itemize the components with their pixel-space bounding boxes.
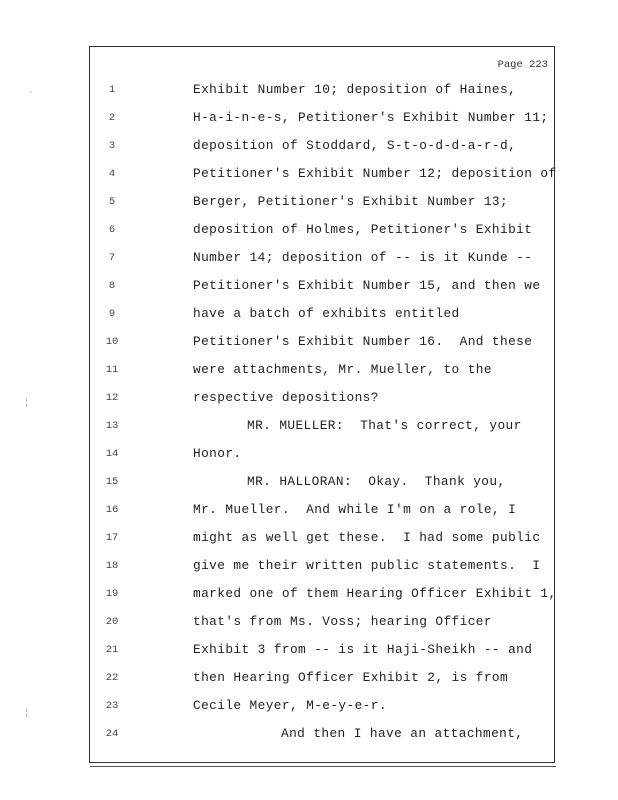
line-text: H-a-i-n-e-s, Petitioner's Exhibit Number 11; bbox=[193, 110, 549, 125]
line-number: 18 bbox=[105, 560, 119, 572]
line-number: 5 bbox=[108, 196, 116, 208]
transcript-line bbox=[90, 388, 554, 408]
line-number: 6 bbox=[108, 224, 116, 236]
line-number: 12 bbox=[105, 392, 119, 404]
transcript-line bbox=[90, 248, 554, 268]
line-text: Petitioner's Exhibit Number 12; deposition of bbox=[193, 166, 557, 181]
line-text: Petitioner's Exhibit Number 15, and then we bbox=[193, 278, 541, 293]
line-number: 9 bbox=[108, 308, 116, 320]
line-text: might as well get these. I had some public bbox=[193, 530, 541, 545]
line-number: 16 bbox=[105, 504, 119, 516]
line-text: Berger, Petitioner's Exhibit Number 13; bbox=[193, 194, 509, 209]
transcript-line bbox=[90, 444, 554, 464]
transcript-line bbox=[90, 108, 554, 128]
line-text: And then I have an attachment, bbox=[281, 726, 524, 741]
line-text: Cecile Meyer, M-e-y-e-r. bbox=[193, 698, 387, 713]
line-number: 3 bbox=[108, 140, 116, 152]
line-text: marked one of them Hearing Officer Exhibit 1, bbox=[193, 586, 557, 601]
transcript-line bbox=[90, 724, 554, 744]
line-number: 4 bbox=[108, 168, 116, 180]
line-text: Honor. bbox=[193, 446, 242, 461]
line-text: Mr. Mueller. And while I'm on a role, I bbox=[193, 502, 517, 517]
line-text: were attachments, Mr. Mueller, to the bbox=[193, 362, 492, 377]
line-text: that's from Ms. Voss; hearing Officer bbox=[193, 614, 492, 629]
transcript-line bbox=[90, 360, 554, 380]
line-number: 22 bbox=[105, 672, 119, 684]
line-number: 8 bbox=[108, 280, 116, 292]
transcript-line bbox=[90, 612, 554, 632]
line-text: respective depositions? bbox=[193, 390, 379, 405]
line-number: 14 bbox=[105, 448, 119, 460]
line-number: 19 bbox=[105, 588, 119, 600]
line-text: Petitioner's Exhibit Number 16. And these bbox=[193, 334, 533, 349]
transcript-line bbox=[90, 556, 554, 576]
transcript-line bbox=[90, 192, 554, 212]
line-number: 1 bbox=[108, 84, 116, 96]
transcript-line bbox=[90, 500, 554, 520]
line-number: 21 bbox=[105, 644, 119, 656]
transcript-line bbox=[90, 472, 554, 492]
transcript-page-frame bbox=[89, 46, 555, 763]
line-text: MR. MUELLER: That's correct, your bbox=[247, 418, 522, 433]
transcript-line bbox=[90, 640, 554, 660]
line-number: 13 bbox=[105, 420, 119, 432]
line-text: then Hearing Officer Exhibit 2, is from bbox=[193, 670, 509, 685]
bottom-rule bbox=[90, 766, 556, 767]
transcript-line bbox=[90, 80, 554, 100]
scan-mark: · bbox=[28, 88, 34, 98]
line-number: 11 bbox=[105, 364, 119, 376]
line-number: 17 bbox=[105, 532, 119, 544]
page-number: Page 223 bbox=[497, 59, 548, 71]
transcript-line bbox=[90, 696, 554, 716]
transcript-line bbox=[90, 304, 554, 324]
line-text: Exhibit 3 from -- is it Haji-Sheikh -- and bbox=[193, 642, 533, 657]
line-number: 7 bbox=[108, 252, 116, 264]
line-text: give me their written public statements. I bbox=[193, 558, 541, 573]
transcript-line bbox=[90, 136, 554, 156]
transcript-line bbox=[90, 164, 557, 184]
transcript-line bbox=[90, 416, 554, 436]
line-text: deposition of Stoddard, S-t-o-d-d-a-r-d, bbox=[193, 138, 517, 153]
line-text: have a batch of exhibits entitled bbox=[193, 306, 460, 321]
scan-mark: ¦ bbox=[24, 398, 30, 408]
transcript-line bbox=[90, 668, 554, 688]
scan-mark: ¦ bbox=[24, 708, 30, 718]
transcript-line bbox=[90, 220, 554, 240]
transcript-line bbox=[90, 332, 554, 352]
transcript-line bbox=[90, 528, 554, 548]
line-number: 10 bbox=[105, 336, 119, 348]
line-number: 23 bbox=[105, 700, 119, 712]
transcript-line bbox=[90, 276, 554, 296]
line-number: 2 bbox=[108, 112, 116, 124]
line-text: deposition of Holmes, Petitioner's Exhibit bbox=[193, 222, 533, 237]
line-text: MR. HALLORAN: Okay. Thank you, bbox=[247, 474, 506, 489]
line-number: 20 bbox=[105, 616, 119, 628]
transcript-line bbox=[90, 584, 557, 604]
line-text: Exhibit Number 10; deposition of Haines, bbox=[193, 82, 517, 97]
line-number: 15 bbox=[105, 476, 119, 488]
line-text: Number 14; deposition of -- is it Kunde -- bbox=[193, 250, 533, 265]
line-number: 24 bbox=[105, 728, 119, 740]
